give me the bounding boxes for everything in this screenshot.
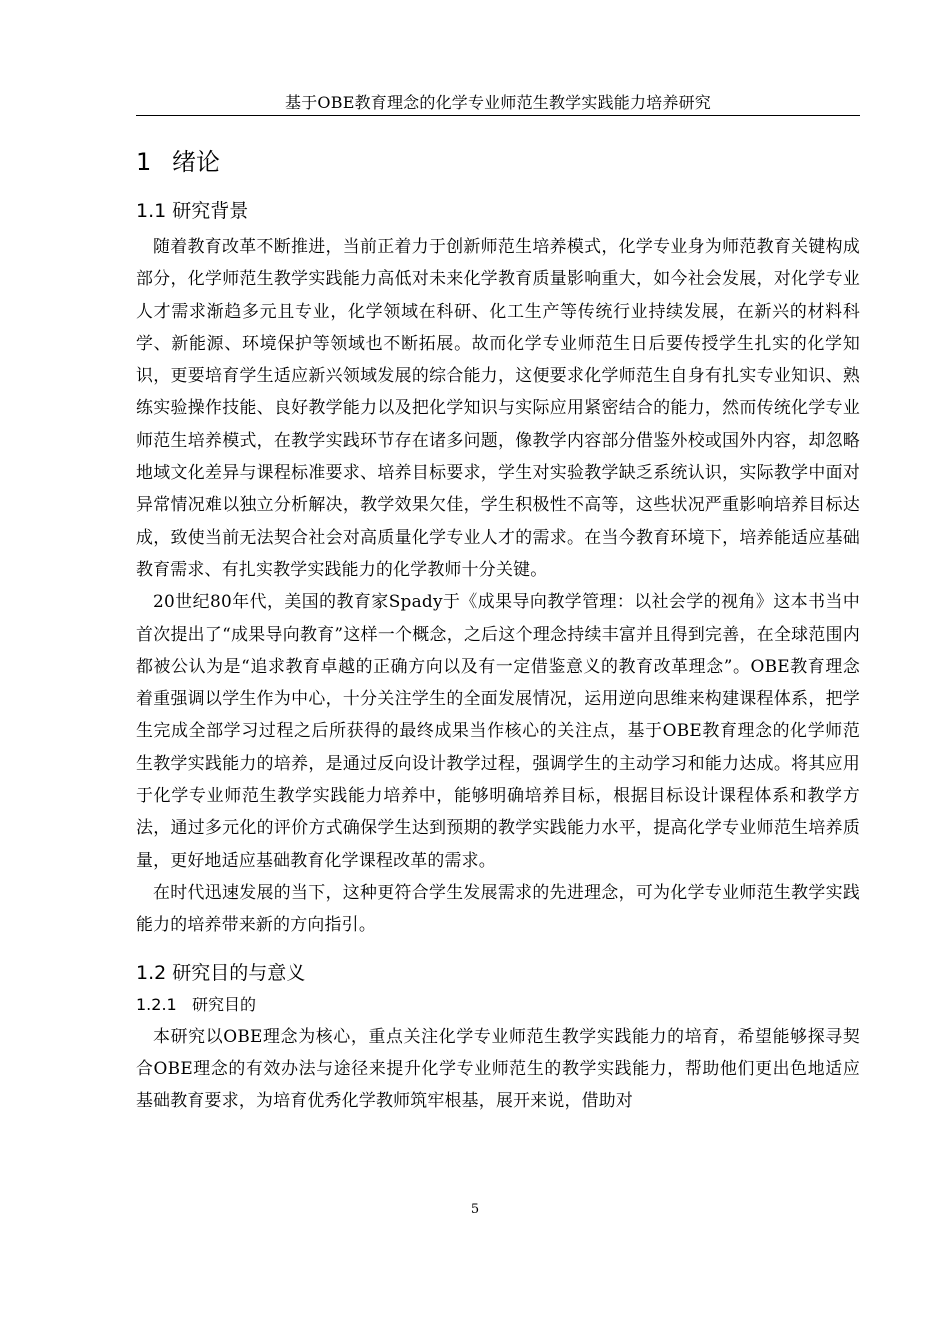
subsection-number: 1.2.1 bbox=[136, 994, 177, 1014]
chapter-title: 绪论 bbox=[172, 148, 220, 176]
section-heading-1-1: 1.1 研究背景 bbox=[136, 200, 249, 222]
subsection-title: 研究目的 bbox=[192, 994, 257, 1014]
running-header: 基于OBE教育理念的化学专业师范生教学实践能力培养研究 bbox=[285, 93, 711, 112]
paragraph: 随着教育改革不断推进，当前正着力于创新师范生培养模式，化学专业身为师范教育关键构成部分，化学师范生教学实践能力高低对未来化学教育质量影响重大，如今社会发展，对化学专业人才需求渐趋多元且专业，化学领域在科研、化工生产等传统行业持续发展，在新兴的材料科学、新能源、环境保护等领域也不断拓展。故而化学专业师范生日后要传授学生扎实的化学知识，更要培育学生适应新兴领域发展的综合能力，这便要求化学师范生自身有扎实专业知识、熟练实验操作技能、良好教学能力以及把化学知识与实际应用紧密结合的能力，然而传统化学专业师范生培养模式，在教学实践环节存在诸多问题，像教学内容部分借鉴外校或国外内容，却忽略地域文化差异与课程标准要求、培养目标要求，学生对实验教学缺乏系统认识，实际教学中面对异常情况难以独立分析解决，教学效果欠佳，学生积极性不高等，这些状况严重影响培养目标达成，致使当前无法契合社会对高质量化学专业人才的需求。在当今教育环境下，培养能适应基础教育需求、有扎实教学实践能力的化学教师十分关键。 bbox=[136, 236, 860, 579]
section-heading-1-2: 1.2 研究目的与意义 bbox=[136, 961, 306, 984]
paragraph: 20世纪80年代，美国的教育家Spady于《成果导向教学管理：以社会学的视角》这本书当中首次提出了“成果导向教育”这样一个概念，之后这个理念持续丰富并且得到完善，在全球范围内都被公认为是“追求教育卓越的正确方向以及有一定借鉴意义的教育改革理念”。OBE教育理念着重强调以学生作为中心，十分关注学生的全面发展情况，运用逆向思维来构建课程体系，把学生完成全部学习过程之后所获得的最终成果当作核心的关注点，基于OBE教育理念的化学师范生教学实践能力的培养，是通过反向设计教学过程，强调学生的主动学习和能力达成。将其应用于化学专业师范生教学实践能力培养中，能够明确培养目标，根据目标设计课程体系和教学方法，通过多元化的评价方式确保学生达到预期的教学实践能力水平，提高化学专业师范生培养质量，更好地适应基础教育化学课程改革的需求。 bbox=[136, 591, 860, 870]
chapter-number: 1 bbox=[136, 148, 152, 176]
paragraph: 本研究以OBE理念为核心，重点关注化学专业师范生教学实践能力的培育，希望能够探寻契合OBE理念的有效办法与途径来提升化学专业师范生的教学实践能力，帮助他们更出色地适应基础教育要求，为培育优秀化学教师筑牢根基，展开来说，借助对 bbox=[136, 1025, 860, 1111]
header-rule bbox=[136, 115, 860, 116]
subsection-heading-1-2-1 bbox=[136, 992, 860, 1018]
chapter-heading bbox=[136, 145, 860, 179]
page-body bbox=[136, 140, 860, 1116]
paragraph: 在时代迅速发展的当下，这种更符合学生发展需求的先进理念，可为化学专业师范生教学实践能力的培养带来新的方向指引。 bbox=[136, 881, 860, 935]
page-number: 5 bbox=[470, 1202, 480, 1217]
